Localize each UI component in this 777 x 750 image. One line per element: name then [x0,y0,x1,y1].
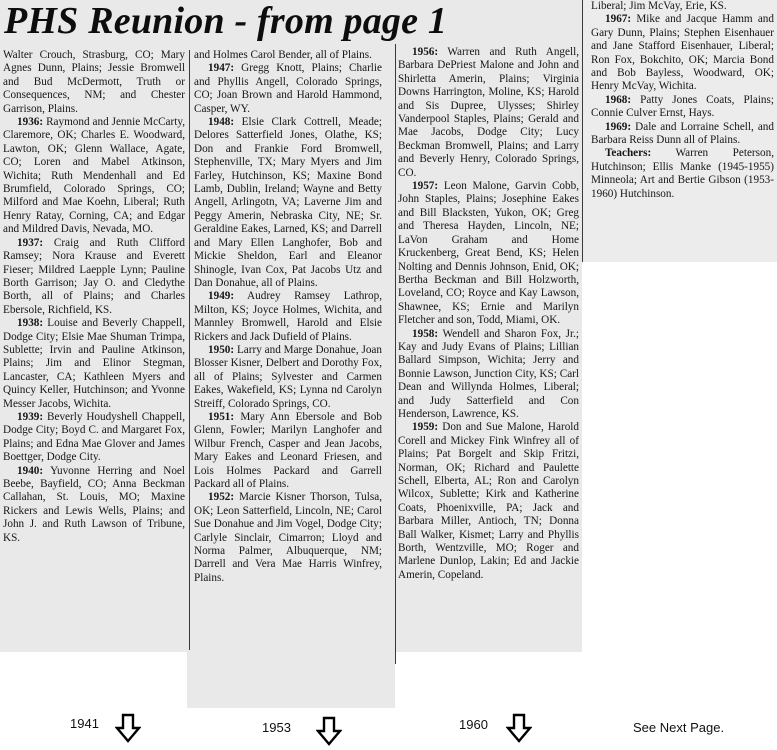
paragraph: 1940: Yuvonne Herring and Noel Beebe, Bayfield, CO; Anna Beckman Callahan, St. Louis, MO; Maxine Rickers and Lewis Wells, Plains; and John J. and Ruth Lawson of Tribune, KS. [3,464,185,544]
column-divider [395,44,396,664]
paragraph: 1937: Craig and Ruth Clifford Ramsey; Nora Krause and Everett Fieser; Mildred Laepple Lynn; Pauline Borth Garrison; Jay O. and Cledythe Borth, all of Plains; and Charles Ebersole, Richfield, KS. [3,236,185,316]
headline: PHS Reunion - from page 1 [4,0,448,42]
paragraph: 1969: Dale and Lorraine Schell, and Barbara Reiss Dunn all of Plains. [591,120,774,147]
year-marker: 1953 [262,720,291,735]
paragraph: 1951: Mary Ann Ebersole and Bob Glenn, Fowler; Marilyn Langhofer and Wilbur French, Casper and Jean Jacobs, Mary Eakes and Leonard Friesen, and Lois Holmes Packard and Garrell Packard all of Plains. [194,410,382,490]
down-arrow-icon [316,716,342,746]
paragraph: Liberal; Jim McVay, Erie, KS. [591,0,727,12]
paragraph: 1950: Larry and Marge Donahue, Joan Blosser Kisner, Delbert and Dorothy Fox, all of Plains; Sylvester and Carmen Eakes, Wakefield, KS; Lynna nd Carolyn Streiff, Colorado Springs, CO. [194,343,382,410]
column-divider [189,50,190,650]
paragraph: Teachers: Warren Peterson, Hutchinson; Ellis Manke (1945-1955) Minneola; Art and Bertie Gibson (1953-1960) Hutchinson. [591,147,774,200]
paragraph: 1967: Mike and Jacque Hamm and Gary Dunn, Plains; Stephen Eisenhauer and Jane Stafford Eisenhauer, Liberal; Ron Fox, Bokchito, OK; Marcia Bond and Bob Bayless, Woodward, OK; Henry McVay, Wichita. [591,13,774,93]
paragraph: 1956: Warren and Ruth Angell, Barbara DePriest Malone and John and Shirletta Amerin, Plains; Virginia Downs Harrington, Moline, KS; Harold and Sis Dupree, Ulysses; Shirley Vanderpool Staples, Plains; Gerald and Mae Jacobs, Dodge City; Lucy Beckman Bromwell, Plains; and Larry and Beverly Henry, Colorado Springs, CO. [398,46,579,179]
paragraph: 1939: Beverly Houdyshell Chappell, Dodge City; Boyd C. and Margaret Fox, Plains; and Edna Mae Glover and James Boettger, Dodge City. [3,410,185,464]
article-column-4 [591,0,774,201]
paragraph: 1949: Audrey Ramsey Lathrop, Milton, KS; Joyce Holmes, Wichita, and Mannley Bromwell, Harold and Elsie Rickers and Jack Dufield of Plains. [194,290,382,343]
column-divider [582,0,583,262]
paragraph: 1952: Marcie Kisner Thorson, Tulsa, OK; Leon Satterfield, Lincoln, NE; Carol Sue Donahue and Jim Vogel, Dodge City; Carlyle Sinclair, Cimarron; Lloyd and Norma Palmer, Albuquerque, NM; Darrell and Vera Mae Harris Winfrey, Plains. [194,491,382,584]
paragraph: 1968: Patty Jones Coats, Plains; Connie Culver Ernst, Hays. [591,93,774,120]
paragraph: 1958: Wendell and Sharon Fox, Jr.; Kay and Judy Evans of Plains; Lillian Ballard Simpson, Wichita; Jerry and Bonnie Lawson, Junction City, KS; Carl Dean and Willynda Holmes, Liberal; and Judy Satterfield and Con Henderson, Lawrence, KS. [398,327,579,420]
article-column-2 [194,49,382,585]
year-marker: 1960 [459,717,488,732]
year-marker: 1941 [70,716,99,731]
paragraph: and Holmes Carol Bender, all of Plains. [194,49,372,61]
paragraph: 1948: Elsie Clark Cottrell, Meade; Delores Satterfield Jones, Olathe, KS; Don and Frankie Ford Bromwell, Stephenville, TX; Mary Myers and Jim Farley, Hutchinson, KS; Maxine Bond Lamb, Dublin, Ireland; Wayne and Betty Angell, Arlingotn, VA; Laverne Jim and Peggy Amerin, Nebraska City, NE; Sr. Geraldine Eakes, Larned, KS; and Darrell and Mary Ellen Langhofer, Bob and Mickie Sheldon, Earl and Eleanor Shinogle, Ivan Cox, Pat Jacobs Utz and Dan Donahue, all of Plains. [194,116,382,289]
article-column-3 [398,46,579,582]
paragraph: 1959: Don and Sue Malone, Harold Corell and Mickey Fink Winfrey all of Plains; Pat Borgelt and Skip Fritzi, Norman, OK; Richard and Paulette Schell, Elberta, AL; Ron and Carolyn Wilcox, Sublette; Kirk and Katherine Coats, Phoenixville, PA; Jack and Barbara Miller, Antioch, TN; Donna Ball Walker, Kismet; Larry and Phyllis Borth, Wentzville, MO; Roger and Marlene Dunlop, Lakin; Ed and Jackie Amerin, Copeland. [398,421,579,581]
see-next-page-note: See Next Page. [633,720,725,735]
article-column-1 [3,49,185,545]
down-arrow-icon [506,713,532,743]
down-arrow-icon [115,713,141,743]
paragraph: 1947: Gregg Knott, Plains; Charlie and Phyllis Angell, Colorado Springs, CO; Joan Brown and Harold Hammond, Casper, WY. [194,62,382,115]
paragraph: 1938: Louise and Beverly Chappell, Dodge City; Elsie Mae Shuman Trimpa, Sublette; Irvin and Pauline Atkinson, Plains; Jim and Elinor Stegman, Lancaster, CA; Kathleen Myers and Quincy Keller, Hutchinson; and Yvonne Messer Jacobs, Wichita. [3,317,185,410]
paragraph: Walter Crouch, Strasburg, CO; Mary Agnes Dunn, Plains; Jessie Bromwell and Bud McDermott, Truth or Consequences, NM; and Chester Garrison, Plains. [3,49,185,115]
paragraph: 1957: Leon Malone, Garvin Cobb, John Staples, Plains; Josephine Eakes and Bill Blacksten, Yukon, OK; Greg and Theresa Hayden, Lincoln, NE; LaVon Graham and Home Kruckenberg, Great Bend, KS; Helen Nolting and Dennis Johnson, Enid, OK; Bertha Beckman and Bill Holzworth, Loveland, CO; Royce and Kay Lawson, Shawnee, KS; Ernie and Marilyn Fletcher and son, Todd, Miami, OK. [398,180,579,327]
paragraph: 1936: Raymond and Jennie McCarty, Claremore, OK; Charles E. Woodward, Lawton, OK; Glenn Wallace, Agate, CO; Loren and Mabel Atkinson, Wichita; Ruth Mendenhall and Ed Brumfield, Colorado Springs, CO; Milford and Mae Koehn, Liberal; Ruth Henry Ratay, Corning, CA; and Edgar and Mildred Davis, Nevada, MO. [3,116,185,236]
clipping-middle-bottom [187,652,395,708]
